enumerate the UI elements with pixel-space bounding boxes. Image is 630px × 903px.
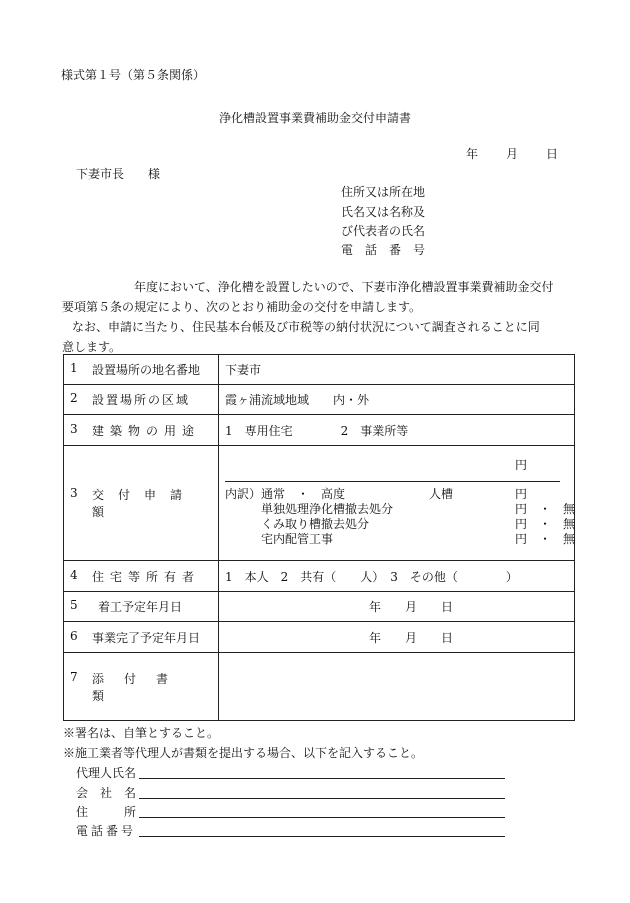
row-number: 5	[70, 598, 78, 612]
application-statement	[62, 277, 582, 357]
row-number: 3	[70, 486, 78, 500]
row-number: 6	[70, 628, 78, 643]
owner-field[interactable]: 1 本人 2 共有（ 人） 3 その他（ ）	[219, 561, 575, 592]
table-row	[64, 653, 575, 721]
page-title: 浄化槽設置事業費補助金交付申請書	[218, 111, 411, 125]
row-label: 設置場所の地名番地	[92, 363, 201, 377]
row-number: 2	[70, 391, 78, 405]
grant-breakdown-3-unit: 円 ・ 無	[515, 517, 576, 531]
agent-name-label: 代理人氏名	[76, 766, 137, 780]
grant-breakdown-1: 内訳）通常 ・ 高度 人槽	[225, 487, 454, 501]
grant-breakdown-2: 単独処理浄化槽撤去処分	[225, 502, 394, 516]
completion-date-field[interactable]: 年 月 日	[219, 622, 575, 653]
table-row	[64, 385, 575, 415]
grant-breakdown-4: 宅内配管工事	[225, 532, 334, 546]
site-address-field[interactable]: 下妻市	[219, 355, 575, 385]
applicant-phone-label: 電 話 番 号	[341, 243, 426, 257]
agent-phone-line	[139, 836, 505, 837]
grant-breakdown-3: くみ取り槽撤去処分	[225, 517, 370, 531]
row-label: 交付申請額	[92, 488, 197, 519]
table-row	[64, 446, 575, 561]
table-row	[64, 622, 575, 653]
applicant-name-label-1: 氏名又は名称及	[341, 205, 426, 219]
date-line	[466, 145, 558, 162]
grant-breakdown-2-unit: 円 ・ 無	[515, 502, 576, 516]
signature-note: ※署名は、自筆とすること。	[63, 726, 220, 740]
attachments-field[interactable]	[219, 653, 575, 721]
grant-breakdown-1-unit: 円	[515, 487, 528, 501]
grant-amount-field[interactable]	[219, 446, 575, 561]
agent-phone-label: 電話番号	[76, 824, 137, 838]
agent-name-row[interactable]	[76, 764, 138, 781]
statement-line-4: 意します。	[62, 340, 122, 354]
grant-total-rule	[225, 481, 560, 482]
agent-name-line	[139, 778, 505, 779]
start-date-field[interactable]: 年 月 日	[219, 592, 575, 622]
building-use-field[interactable]: 1 専用住宅 2 事業所等	[219, 415, 575, 446]
agent-phone-row[interactable]	[76, 822, 138, 839]
agent-address-row[interactable]	[76, 803, 138, 820]
statement-line-3: なお、申請に当たり、住民基本台帳及び市税等の納付状況について調査されることに同	[72, 320, 540, 334]
date-month: 月	[506, 147, 519, 161]
row-label: 住宅等所有者	[92, 569, 201, 584]
row-number: 4	[70, 567, 78, 582]
row-number: 7	[70, 669, 78, 684]
date-year: 年	[466, 147, 479, 161]
addressee: 下妻市長 様	[76, 167, 161, 181]
agent-note: ※施工業者等代理人が書類を提出する場合、以下を記入すること。	[63, 746, 424, 760]
row-label: 事業完了予定年月日	[92, 630, 201, 645]
grant-total-yen: 円	[515, 458, 528, 472]
form-number: 様式第１号（第５条関係）	[61, 68, 206, 82]
row-label: 設置場所の区域	[92, 393, 191, 407]
row-label: 添付書類	[92, 671, 189, 703]
application-table	[63, 354, 575, 721]
row-number: 1	[70, 361, 78, 375]
statement-line-2: 要項第５条の規定により、次のとおり補助金の交付を申請します。	[62, 300, 422, 314]
applicant-address-label: 住所又は所在地	[341, 185, 426, 199]
site-area-field[interactable]: 霞ヶ浦流域地域 内・外	[219, 385, 575, 415]
table-row	[64, 592, 575, 622]
table-row	[64, 355, 575, 385]
agent-company-line	[139, 798, 505, 799]
date-day: 日	[546, 147, 559, 161]
row-label: 着工予定年月日	[98, 600, 183, 614]
agent-company-row[interactable]	[76, 784, 138, 801]
statement-line-1: 年度において、浄化槽を設置したいので、下妻市浄化槽設置事業費補助金交付	[134, 280, 554, 294]
row-number: 3	[70, 421, 78, 436]
table-row	[64, 561, 575, 592]
agent-address-line	[139, 817, 505, 818]
table-row	[64, 415, 575, 446]
row-label: 建築物の用途	[92, 423, 201, 438]
applicant-name-label-2: び代表者の氏名	[341, 224, 426, 238]
agent-address-label: 住 所	[76, 805, 137, 819]
grant-breakdown-4-unit: 円 ・ 無	[515, 532, 576, 546]
agent-company-label: 会 社 名	[76, 786, 137, 800]
